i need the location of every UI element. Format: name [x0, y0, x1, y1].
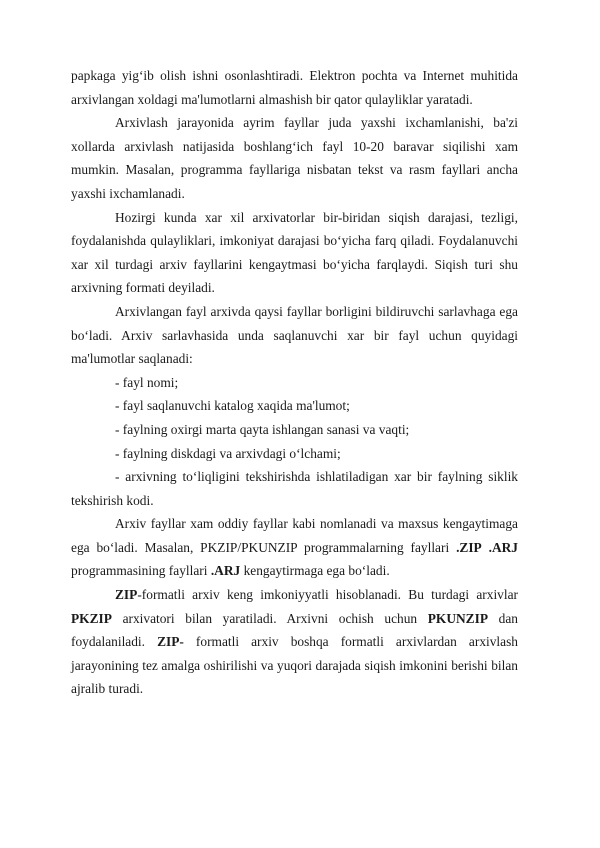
zip-dash-label: ZIP- [157, 634, 184, 650]
list-item-checksum: - arxivning to‘liqligini tekshirishda ishlatiladigan xar bir faylning siklik tekshirish kodi. [71, 469, 518, 508]
list-item-catalog-info: - fayl saqlanuvchi katalog xaqida ma'lumot; [115, 398, 350, 414]
list-item-file-size: - faylning diskdagi va arxivdagi o‘lchami; [115, 445, 341, 461]
list-item-modified-date: - faylning oxirgi marta qayta ishlangan sanasi va vaqti; [115, 421, 410, 437]
pkunzip-label: PKUNZIP [427, 610, 489, 626]
paragraph-archive-intro-cont: papkaga yig‘ib olish ishni osonlashtiradi. Elektron pochta va Internet muhitida arxivlangan xoldagi ma'lumotlarni almashish bir qator qulayliklar yaratadi. [71, 68, 518, 107]
zip-text-a: -formatli arxiv keng imkoniyyatli hisoblanadi. Bu turdagi arxivlar [137, 587, 518, 603]
list-item-file-name: - fayl nomi; [115, 374, 179, 390]
zip-extension: .ZIP [456, 539, 482, 555]
zip-text-c: dan foydalaniladi. [71, 610, 518, 650]
extensions-text-a: Arxiv fayllar xam oddiy fayllar kabi nomlanadi va maxsus kengaytimaga ega bo‘ladi. Masalan, PKZIP/PKUNZIP programmalarning fayllari [71, 516, 518, 555]
paragraph-archive-header: Arxivlangan fayl arxivda qaysi fayllar borligini bildiruvchi sarlavhaga ega bo‘ladi. Arxiv sarlavhasida unda saqlanuvchi xar bir fayl uchun quyidagi ma'lumotlar saqlanadi: [71, 303, 518, 367]
paragraph-compression-ratio: Arxivlash jarayonida ayrim fayllar juda yaxshi ixchamlanishi, ba'zi xollarda arxivlash natijasida boshlang‘ich fayl 10-20 baravar siqilishi xam mumkin. Masalan, programma fayllariga nisbatan tekst va rasm fayllari ancha yaxshi ixchamlanadi. [71, 115, 518, 201]
extensions-text-c: kengaytirmaga ega bo‘ladi. [240, 563, 390, 579]
paragraph-archivers-differ: Hozirgi kunda xar xil arxivatorlar bir-biridan siqish darajasi, tezligi, foydalanishda qulayliklari, imkoniyat darajasi bo‘yicha farq qiladi. Foydalanuvchi xar xil turdagi arxiv fayllarini kengaytmasi bo‘yicha farqlaydi. Siqish turi shu arxivning formati deyiladi. [71, 209, 518, 296]
paragraph-archive-extensions [71, 512, 518, 583]
zip-text-d: formatli arxiv boshqa formatli arxivlardan arxivlash jarayonining tez amalga oshirilishi va yuqori darajada siqish imkonini berishi bilan ajralib turadi. [71, 634, 519, 697]
extensions-space [482, 540, 489, 555]
arj-extension: .ARJ [488, 539, 518, 555]
pkzip-label: PKZIP [71, 610, 112, 626]
arj-extension-repeat: .ARJ [210, 563, 241, 579]
paragraph-zip-format [71, 583, 518, 701]
zip-label: ZIP [115, 587, 138, 603]
extensions-text-mid: programmasining fayllari [71, 563, 211, 579]
zip-text-b: arxivatori bilan yaratiladi. Arxivni ochish uchun [111, 610, 428, 626]
